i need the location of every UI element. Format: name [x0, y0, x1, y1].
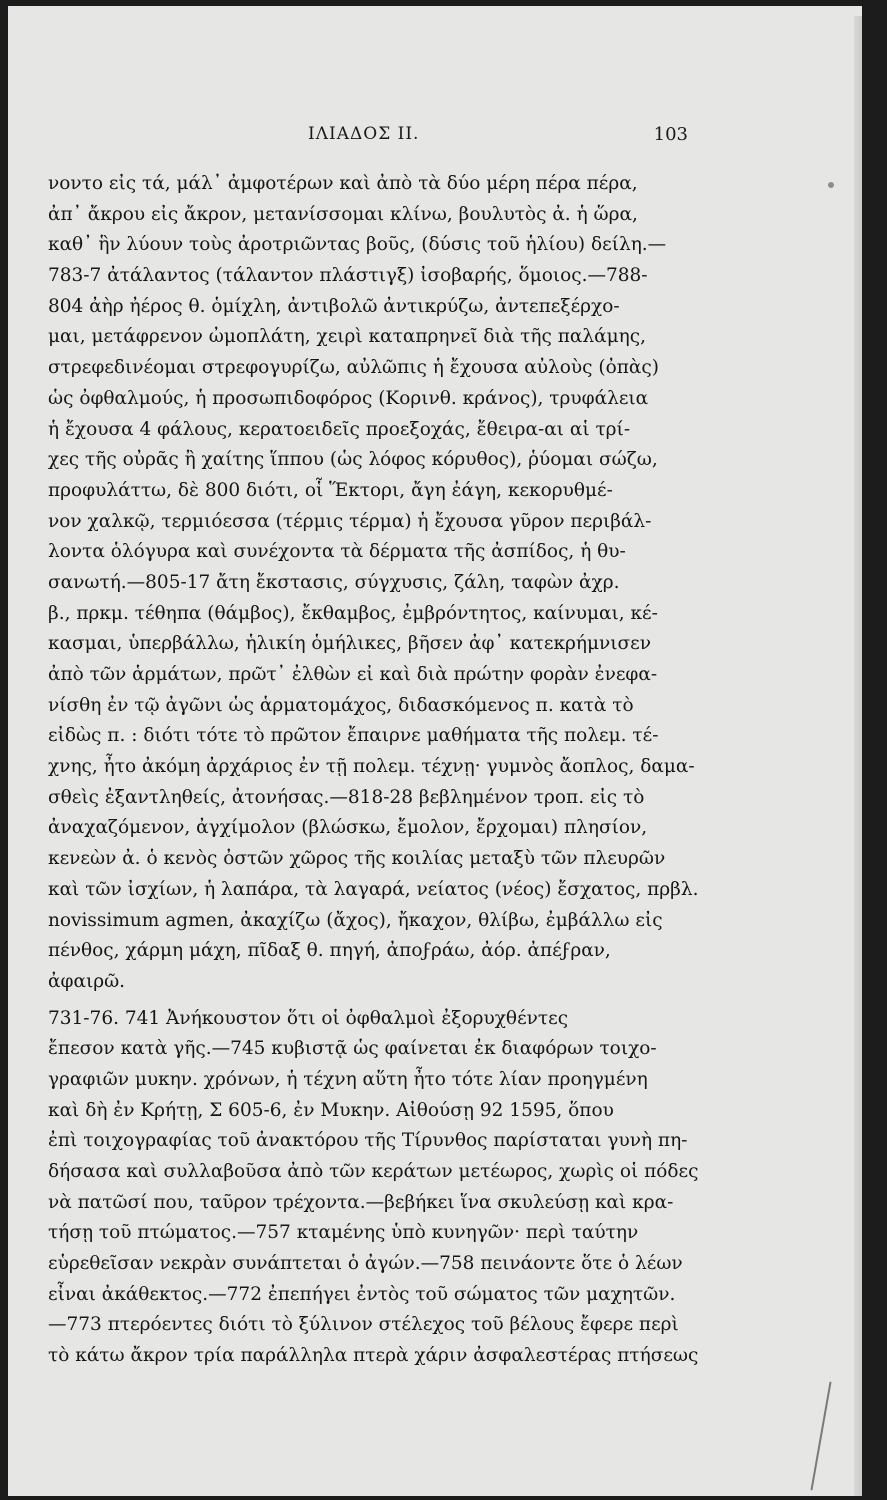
- text-line: καὶ τῶν ἰσχίων, ἡ λαπάρα, τὰ λαγαρά, νείατος (νέος) ἔσχατος, πρβλ.: [48, 878, 699, 900]
- text-line: ἀπὸ τῶν ἁρμάτων, πρῶτ᾽ ἐλθὼν εἰ καὶ διὰ πρώτην φορὰν ἐνεφα-: [48, 664, 658, 685]
- text-line: ὡς ὀφθαλμούς, ἡ προσωπιδοφόρος (Κορινθ. κράνος), τρυφάλεια: [48, 387, 649, 409]
- text-line: καθ᾽ ἣν λύουν τοὺς ἀροτριῶντας βοῦς, (δύσις τοῦ ἡλίου) δείλη.—: [48, 234, 667, 256]
- text-line: γραφιῶν μυκην. χρόνων, ἡ τέχνη αὕτη ἦτο τότε λίαν προηγμένη: [48, 1068, 648, 1090]
- page-edge: [854, 16, 862, 1496]
- page-header: [48, 124, 688, 154]
- text-line: σανωτή.—805-17 ἄτη ἔκστασις, σύγχυσις, ζάλη, ταφὼν ἀχρ.: [48, 571, 620, 593]
- text-line: χες τῆς οὐρᾶς ἢ χαίτης ἵππου (ὡς λόφος κόρυθος), ῥύομαι σώζω,: [48, 449, 658, 471]
- text-line: εὑρεθεῖσαν νεκρὰν συνάπτεται ὁ ἀγών.—758 πεινάοντε ὅτε ὁ λέων: [48, 1253, 683, 1275]
- book-page: [8, 6, 862, 1496]
- text-line: β., πρκμ. τέθηπα (θάμβος), ἔκθαμβος, ἐμβρόντητος, καίνυμαι, κέ-: [48, 602, 658, 624]
- text-line: σθεὶς ἐξαντληθείς, ἀτονήσας.—818-28 βεβλημένον τροπ. εἰς τὸ: [48, 786, 645, 808]
- text-line: τὸ κάτω ἄκρον τρία παράλληλα πτερὰ χάριν ἀσφαλεστέρας πτήσεως: [48, 1345, 699, 1367]
- text-line: νον χαλκῷ, τερμιόεσσα (τέρμις τέρμα) ἡ ἔχουσα γῦρον περιβάλ-: [48, 510, 652, 532]
- margin-mark: [828, 182, 834, 188]
- text-line: 804 ἀὴρ ἠέρος θ. ὁμίχλη, ἀντιβολῶ ἀντικρύζω, ἀντεπεξέρχο-: [48, 295, 620, 317]
- text-line: ἀναχαζόμενον, ἀγχίμολον (βλώσκω, ἔμολον, ἔρχομαι) πλησίον,: [48, 817, 648, 839]
- text-line: πένθος, χάρμη μάχη, πῖδαξ θ. πηγή, ἀποϝράω, ἀόρ. ἀπέϝραν,: [48, 940, 611, 962]
- text-line: ἐπὶ τοιχογραφίας τοῦ ἀνακτόρου τῆς Τίρυνθος παρίσταται γυνὴ πη-: [48, 1130, 688, 1152]
- running-head: ΙΛΙΑΔΟΣ II.: [308, 124, 420, 144]
- text-line: νίσθη ἐν τῷ ἀγῶνι ὡς ἁρματομάχος, διδασκόμενος π. κατὰ τὸ: [48, 694, 634, 716]
- text-line: νὰ πατῶσί που, ταῦρον τρέχοντα.—βεβήκει ἵνα σκυλεύσῃ καὶ κρα-: [48, 1191, 674, 1213]
- text-line: ἔπεσον κατὰ γῆς.—745 κυβιστᾷ ὡς φαίνεται ἐκ διαφόρων τοιχο-: [48, 1038, 657, 1060]
- text-line: κασμαι, ὑπερβάλλω, ἡλικίη ὁμήλικες, βῆσεν ἀφ᾽ κατεκρήμνισεν: [48, 633, 651, 655]
- text-line: χνης, ἦτο ἀκόμη ἀρχάριος ἐν τῇ πολεμ. τέχνῃ· γυμνὸς ἄοπλος, δαμα-: [48, 756, 695, 778]
- text-line: κενεὼν ἀ. ὁ κενὸς ὀστῶν χῶρος τῆς κοιλίας μεταξὺ τῶν πλευρῶν: [48, 848, 666, 870]
- text-line: μαι, μετάφρενον ὠμοπλάτη, χειρὶ καταπρηνεῖ διὰ τῆς παλάμης,: [48, 326, 646, 348]
- text-line: 783-7 ἀτάλαντος (τάλαντον πλάστιγξ) ἰσοβαρής, ὅμοιος.—788-: [48, 265, 648, 287]
- text-line: novissimum agmen, ἀκαχίζω (ἄχος), ἤκαχον, θλίβω, ἐμβάλλω εἰς: [48, 909, 663, 931]
- text-line: ἀπ᾽ ἄκρου εἰς ἄκρον, μετανίσσομαι κλίνω, βουλυτὸς ἀ. ἡ ὥρα,: [48, 203, 638, 225]
- text-line: δήσασα καὶ συλλαβοῦσα ἀπὸ τῶν κεράτων μετέωρος, χωρὶς οἱ πόδες: [48, 1161, 699, 1182]
- text-line: 731-76. 741 Ἀνήκουστον ὅτι οἱ ὀφθαλμοὶ ἐξορυχθέντες: [48, 1007, 569, 1029]
- text-line: στρεφεδινέομαι στρεφογυρίζω, αὐλῶπις ἡ ἔχουσα αὐλοὺς (ὀπὰς): [48, 357, 659, 379]
- text-line: τήσῃ τοῦ πτώματος.—757 κταμένης ὑπὸ κυνηγῶν· περὶ ταύτην: [48, 1222, 639, 1244]
- text-line: εἰδὼς π. : διότι τότε τὸ πρῶτον ἔπαιρνε μαθήματα τῆς πολεμ. τέ-: [48, 725, 659, 747]
- text-line: λοντα ὁλόγυρα καὶ συνέχοντα τὰ δέρματα τῆς ἀσπίδος, ἡ θυ-: [48, 541, 626, 563]
- text-line: εἶναι ἀκάθεκτος.—772 ἐπεπήγει ἐντὸς τοῦ σώματος τῶν μαχητῶν.: [48, 1283, 676, 1305]
- commentary-text: [48, 169, 708, 1372]
- text-line: ἡ ἔχουσα 4 φάλους, κερατοειδεῖς προεξοχάς, ἔθειρα-αι αἱ τρί-: [48, 418, 631, 440]
- scan-scratch-mark: [810, 1382, 831, 1491]
- text-line: νοντο εἰς τά, μάλ᾽ ἀμφοτέρων καὶ ἀπὸ τὰ δύο μέρη πέρα πέρα,: [48, 173, 638, 194]
- text-line: —773 πτερόεντες διότι τὸ ξύλινον στέλεχος τοῦ βέλους ἔφερε περὶ: [48, 1314, 679, 1336]
- text-line: ἀφαιρῶ.: [48, 970, 126, 992]
- text-line: προφυλάττω, δὲ 800 διότι, οἷ Ἕκτορι, ἄγη ἐάγη, κεκορυθμέ-: [48, 479, 613, 501]
- page-number: 103: [653, 124, 688, 145]
- text-line: καὶ δὴ ἐν Κρήτῃ, Σ 605-6, ἐν Μυκην. Αἰθούσῃ 92 1595, ὅπου: [48, 1099, 614, 1121]
